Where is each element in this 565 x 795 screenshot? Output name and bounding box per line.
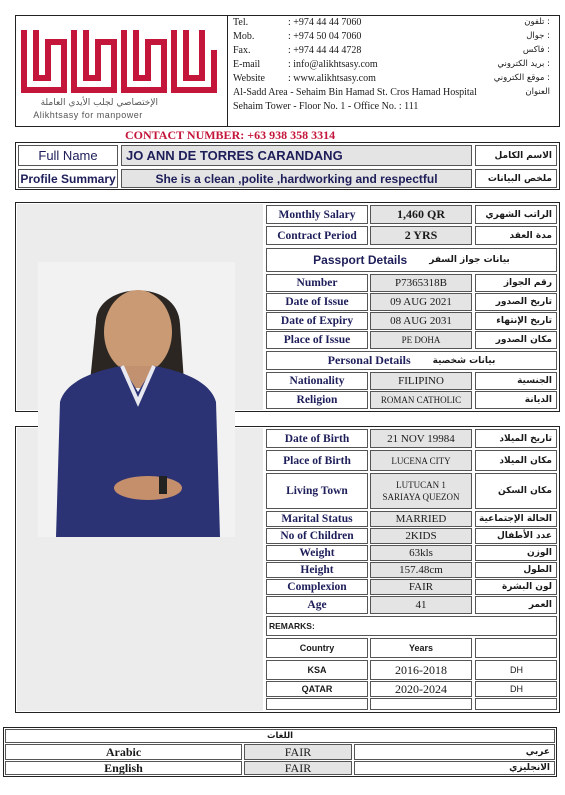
place-of-issue-label: Place of Issue: [266, 331, 368, 349]
date-of-issue-label: Date of Issue: [266, 293, 368, 311]
contact-email-arabic: بريد الكتروني :: [497, 59, 550, 69]
contract-period-value: 2 YRS: [370, 226, 472, 245]
date-of-expiry-value: 08 AUG 2031: [370, 312, 472, 330]
date-of-issue-arabic: تاريخ الصدور: [475, 293, 557, 311]
experience-role-2: DH: [475, 681, 557, 697]
profile-summary-arabic: ملخص البيانات: [475, 169, 557, 188]
full-name-value: JO ANN DE TORRES CARANDANG: [121, 145, 472, 166]
remarks-label: REMARKS:: [266, 616, 557, 636]
date-of-birth-arabic: تاريخ الميلاد: [475, 429, 557, 448]
logo-mark-icon: [18, 20, 218, 100]
height-arabic: الطول: [475, 562, 557, 578]
monthly-salary-value: 1,460 QR: [370, 205, 472, 224]
no-of-children-arabic: عدد الأطفال: [475, 528, 557, 544]
no-of-children-value: 2KIDS: [370, 528, 472, 544]
personal-details-title-arabic: بيانات شخصية: [432, 355, 496, 366]
passport-number-arabic: رقم الجواز: [475, 274, 557, 292]
contact-website-arabic: موقع الكتروني :: [493, 73, 550, 83]
weight-label: Weight: [266, 545, 368, 561]
language-english-level: FAIR: [244, 761, 352, 775]
living-town-value: LUTUCAN 1 SARIAYA QUEZON: [370, 473, 472, 509]
complexion-value: FAIR: [370, 579, 472, 595]
passport-details-header: [266, 248, 557, 272]
profile-summary-label: Profile Summary: [18, 169, 118, 188]
header-divider: [227, 15, 228, 127]
experience-empty-row: [370, 698, 472, 710]
experience-country-2: QATAR: [266, 681, 368, 697]
personal-details-header: [266, 351, 557, 370]
experience-years-1: 2016-2018: [370, 660, 472, 680]
living-town-arabic: مكان السكن: [475, 473, 557, 509]
experience-empty-row: [266, 698, 368, 710]
address-arabic: العنوان: [525, 87, 550, 97]
experience-years-2: 2020-2024: [370, 681, 472, 697]
company-logo: [18, 20, 223, 124]
passport-details-title-arabic: بيانات جواز السفر: [429, 255, 510, 265]
language-english-arabic: الانجليزي: [354, 761, 555, 775]
marital-status-arabic: الحالة الإجتماعية: [475, 511, 557, 527]
contact-website-label: Website: [233, 73, 265, 84]
contact-number: CONTACT NUMBER: +63 938 358 3314: [125, 128, 336, 142]
date-of-issue-value: 09 AUG 2021: [370, 293, 472, 311]
marital-status-value: MARRIED: [370, 511, 472, 527]
contact-mob-label: Mob.: [233, 31, 255, 42]
contact-info: [230, 16, 558, 124]
living-town-label: Living Town: [266, 473, 368, 509]
nationality-arabic: الجنسية: [475, 372, 557, 390]
full-name-label: Full Name: [18, 145, 118, 166]
place-of-birth-label: Place of Birth: [266, 450, 368, 471]
contact-email-label: E-mail: [233, 59, 261, 70]
height-label: Height: [266, 562, 368, 578]
address-line-2: Sehaim Tower - Floor No. 1 - Office No. : 111: [233, 101, 419, 112]
height-value: 157.48cm: [370, 562, 472, 578]
experience-years-header: Years: [370, 638, 472, 658]
candidate-photo-icon: [38, 262, 235, 537]
date-of-birth-label: Date of Birth: [266, 429, 368, 448]
date-of-expiry-label: Date of Expiry: [266, 312, 368, 330]
experience-country-1: KSA: [266, 660, 368, 680]
language-english-label: English: [5, 761, 242, 775]
marital-status-label: Marital Status: [266, 511, 368, 527]
date-of-birth-value: 21 NOV 19984: [370, 429, 472, 448]
place-of-issue-value: PE DOHA: [370, 331, 472, 349]
logo-english-tagline: Alikhtsasy for manpower: [33, 110, 143, 120]
contract-period-label: Contract Period: [266, 226, 368, 245]
experience-empty-row: [475, 698, 557, 710]
candidate-photo: [38, 262, 235, 537]
contact-tel-label: Tel.: [233, 17, 249, 28]
language-arabic-label: Arabic: [5, 744, 242, 760]
contact-tel-value: : +974 44 44 7060: [288, 17, 362, 28]
contact-tel-arabic: تلفون :: [524, 17, 550, 27]
languages-title: اللغات: [5, 729, 555, 743]
age-arabic: العمر: [475, 596, 557, 614]
experience-extra-header: [475, 638, 557, 658]
passport-number-label: Number: [266, 274, 368, 292]
place-of-issue-arabic: مكان الصدور: [475, 331, 557, 349]
contract-period-arabic: مدة العقد: [475, 226, 557, 245]
monthly-salary-label: Monthly Salary: [266, 205, 368, 224]
religion-label: Religion: [266, 391, 368, 409]
weight-value: 63kls: [370, 545, 472, 561]
language-arabic-arabic: عربي: [354, 744, 555, 760]
monthly-salary-arabic: الراتب الشهري: [475, 205, 557, 224]
contact-mob-arabic: جوال :: [526, 31, 550, 41]
place-of-birth-value: LUCENA CITY: [370, 450, 472, 471]
contact-website-value[interactable]: : www.alikhtsasy.com: [288, 73, 376, 84]
passport-number-value: P7365318B: [370, 274, 472, 292]
weight-arabic: الوزن: [475, 545, 557, 561]
no-of-children-label: No of Children: [266, 528, 368, 544]
place-of-birth-arabic: مكان الميلاد: [475, 450, 557, 471]
contact-fax-value: : +974 44 44 4728: [288, 45, 362, 56]
religion-arabic: الديانة: [475, 391, 557, 409]
age-value: 41: [370, 596, 472, 614]
passport-details-title: Passport Details: [313, 253, 408, 267]
experience-role-1: DH: [475, 660, 557, 680]
contact-fax-arabic: فاكس :: [522, 45, 550, 55]
profile-summary-value: She is a clean ,polite ,hardworking and respectful: [121, 169, 472, 188]
nationality-value: FILIPINO: [370, 372, 472, 390]
logo-arabic-tagline: الإختصاصي لجلب الأيدي العاملة: [40, 98, 158, 108]
date-of-expiry-arabic: تاريخ الإنتهاء: [475, 312, 557, 330]
complexion-arabic: لون البشرة: [475, 579, 557, 595]
address-line-1: Al-Sadd Area - Sehaim Bin Hamad St. Cros Hamad Hospital: [233, 87, 477, 98]
nationality-label: Nationality: [266, 372, 368, 390]
full-name-arabic: الاسم الكامل: [475, 145, 557, 166]
language-arabic-level: FAIR: [244, 744, 352, 760]
experience-country-header: Country: [266, 638, 368, 658]
personal-details-title: Personal Details: [327, 353, 411, 367]
contact-mob-value: : +974 50 04 7060: [288, 31, 362, 42]
contact-fax-label: Fax.: [233, 45, 251, 56]
complexion-label: Complexion: [266, 579, 368, 595]
religion-value: ROMAN CATHOLIC: [370, 391, 472, 409]
age-label: Age: [266, 596, 368, 614]
contact-email-value[interactable]: : info@alikhtsasy.com: [288, 59, 378, 70]
